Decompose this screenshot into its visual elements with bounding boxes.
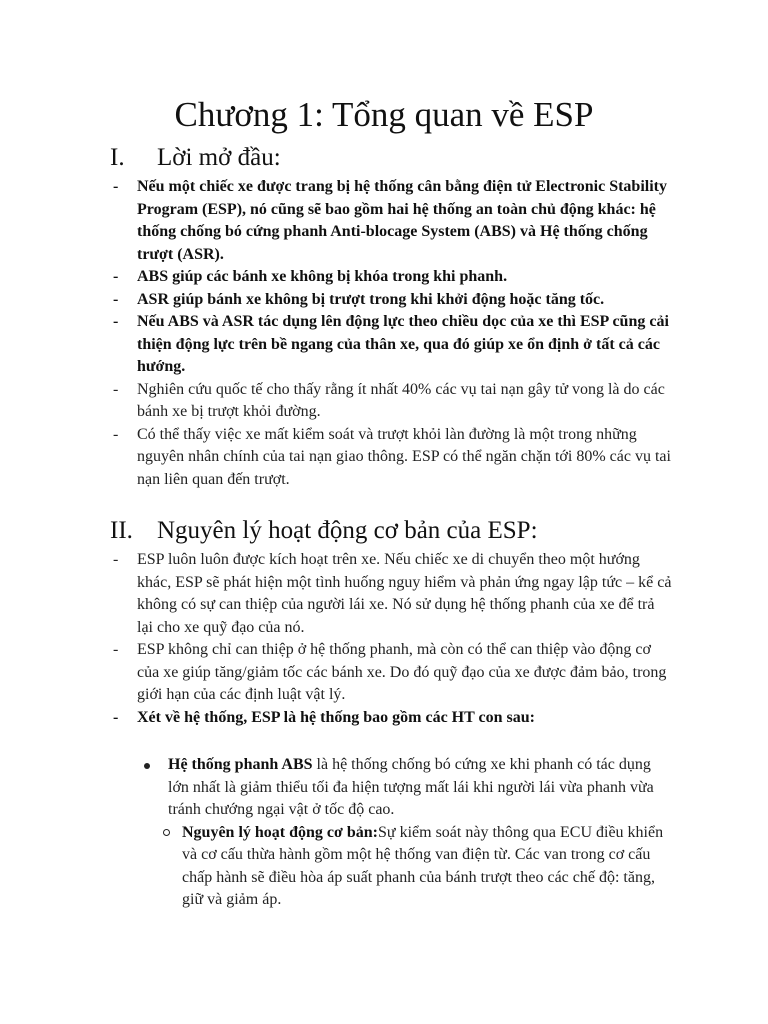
bullet-bold-text: Hệ thống phanh ABS bbox=[168, 756, 313, 773]
dash-marker: - bbox=[113, 425, 119, 443]
principle-list bbox=[110, 549, 672, 729]
list-item bbox=[110, 379, 672, 424]
list-item-text: Xét về hệ thống, ESP là hệ thống bao gồm các HT con sau: bbox=[137, 708, 535, 726]
list-item-text: Nếu một chiếc xe được trang bị hệ thống cân bằng điện tử Electronic Stability Program (ESP), nó cũng sẽ bao gồm hai hệ thống an toàn chủ động khác: hệ thống chống bó cứng phanh Anti-blocage System (ABS) và Hệ thống chống trượt (ASR). bbox=[137, 178, 667, 263]
section-number: I. bbox=[110, 144, 125, 171]
list-item-text: Có thể thấy việc xe mất kiểm soát và trượt khỏi làn đường là một trong những nguyên nhân chính của tai nạn giao thông. ESP có thể ngăn chặn tới 80% các vụ tai nạn liên quan đến trượt. bbox=[137, 425, 671, 488]
list-item bbox=[110, 424, 672, 492]
subsystem-list bbox=[110, 754, 672, 912]
list-item bbox=[110, 176, 672, 266]
sub-item-text: Sự kiểm soát này thông qua ECU điều khiển và cơ cấu thừa hành gồm một hệ thống van điện từ. Các van trong cơ cấu chấp hành sẽ điều hòa áp suất phanh của bánh trượt theo các chế độ: tăng, giữ và giảm áp. bbox=[182, 823, 664, 908]
list-item bbox=[110, 266, 672, 289]
dash-marker: - bbox=[113, 708, 119, 726]
list-item bbox=[110, 289, 672, 312]
list-item bbox=[110, 639, 672, 707]
list-item bbox=[110, 549, 672, 639]
list-item-text: ESP luôn luôn được kích hoạt trên xe. Nếu chiếc xe di chuyển theo một hướng khác, ESP sẽ phát hiện một tình huống nguy hiểm và phản ứng ngay lập tức – kể cả không có sự can thiệp của người lái xe. Nó sử dụng hệ thống phanh của xe để trả lại cho xe quỹ đạo của nó. bbox=[137, 551, 672, 636]
dash-marker: - bbox=[113, 313, 119, 330]
sub-item-bold-text: Nguyên lý hoạt động cơ bản: bbox=[182, 823, 379, 841]
list-item-text: ASR giúp bánh xe không bị trượt trong khi khởi động hoặc tăng tốc. bbox=[137, 290, 605, 308]
list-item bbox=[110, 707, 672, 730]
section-title: Lời mở đầu: bbox=[157, 144, 281, 171]
dash-marker: - bbox=[113, 380, 119, 398]
bullet-item bbox=[137, 754, 672, 912]
page-title: Chương 1: Tổng quan về ESP bbox=[174, 95, 594, 134]
spacer bbox=[110, 729, 672, 754]
list-item bbox=[110, 311, 672, 379]
dash-marker: - bbox=[113, 551, 119, 568]
sub-list bbox=[168, 822, 672, 912]
dash-marker: - bbox=[113, 290, 119, 308]
list-item-text: Nghiên cứu quốc tế cho thấy rằng ít nhất 40% các vụ tai nạn gây tử vong là do các bánh xe bị trượt khỏi đường. bbox=[137, 380, 665, 420]
intro-list bbox=[110, 176, 672, 491]
section-title: Nguyên lý hoạt động cơ bản của ESP: bbox=[157, 517, 538, 544]
section-number: II. bbox=[110, 517, 133, 544]
bullet-text: là hệ thống chống bó cứng xe khi phanh có tác dụng lớn nhất là giảm thiểu tối đa hiện tượng mất lái khi người lái vừa phanh vừa tránh chướng ngại vật ở tốc độ cao. bbox=[168, 756, 654, 818]
dash-marker: - bbox=[113, 178, 119, 195]
section-heading-intro bbox=[110, 142, 672, 174]
bullet-dot-icon bbox=[144, 763, 150, 769]
dash-marker: - bbox=[113, 268, 119, 285]
list-item-text: ESP không chỉ can thiệp ở hệ thống phanh, mà còn có thể can thiệp vào động cơ của xe giúp tăng/giảm tốc các bánh xe. Do đó quỹ đạo của xe được đảm bảo, trong giới hạn của các định luật vật lý. bbox=[137, 641, 667, 703]
list-item-text: Nếu ABS và ASR tác dụng lên động lực theo chiều dọc của xe thì ESP cũng cải thiện động lực trên bề ngang của thân xe, qua đó giúp xe ổn định ở tất cả các hướng. bbox=[137, 313, 669, 375]
section-heading-principle bbox=[110, 515, 672, 547]
hollow-circle-icon bbox=[163, 829, 170, 836]
list-item-text: ABS giúp các bánh xe không bị khóa trong khi phanh. bbox=[137, 268, 508, 285]
sub-item bbox=[182, 822, 672, 912]
dash-marker: - bbox=[113, 641, 119, 658]
